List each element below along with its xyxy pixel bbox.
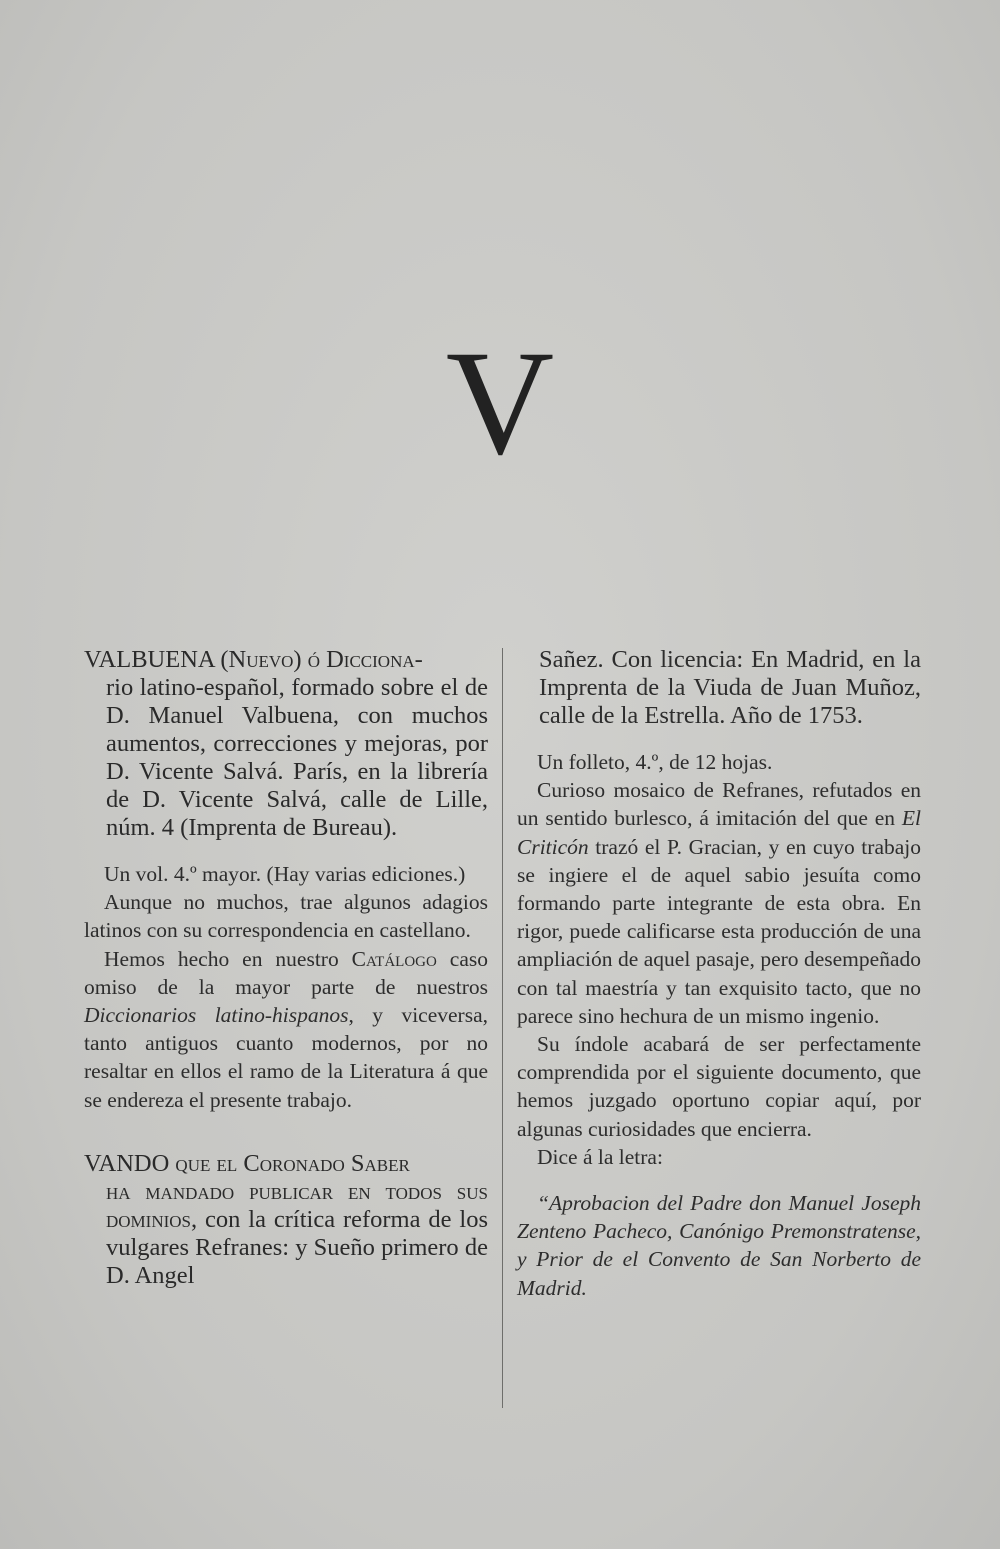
entry-vando-quote: “Aprobacion del Padre don Manuel Joseph Zenteno Pacheco, Canónigo Premonstratense, y Prior de el Convento de San Norberto de Madrid. xyxy=(517,1191,921,1300)
text-run: Curioso mosaico de Refranes, refutados en un sentido burlesco, á imitación del que en xyxy=(517,778,921,831)
entry-vando-heading-first-line: VANDO que el Coronado Saber xyxy=(84,1149,410,1177)
entry-vando-description: Un folleto, 4.º, de 12 hojas. xyxy=(537,750,773,774)
entry-vando-body xyxy=(517,748,921,1302)
entry-valbuena-heading xyxy=(84,646,488,842)
entry-vando-heading-rest xyxy=(84,1178,488,1290)
smallcaps-run: ha mandado publicar en todos sus dominios xyxy=(106,1177,488,1233)
entry-vando-paragraph: Su índole acabará de ser perfectamente comprendida por el siguiente documento, que hemos juzgado oportuno copiar aquí, por algunas curiosidades que encierra. xyxy=(517,1032,921,1141)
entry-vando-paragraph xyxy=(517,776,921,1030)
entry-valbuena-heading-rest: rio latino-español, formado sobre el de D. Manuel Valbuena, con muchos aumentos, correcciones y mejoras, por D. Vicente Salvá. París, en la librería de D. Vicente Salvá, calle de Lille, núm. 4 (Imprenta de Bureau). xyxy=(106,674,488,841)
left-column xyxy=(84,646,488,1290)
entry-spacer xyxy=(84,1114,488,1150)
italic-title: Diccionarios latino-hispanos xyxy=(84,1003,349,1028)
text-run: Hemos hecho en nuestro xyxy=(104,946,352,971)
text-run: trazó el P. Gracian, y en cuyo trabajo se ingiere el de aquel sabio jesuíta como formando parte integrante de esta obra. En rigor, puede calificarse esta producción de una ampliación de aquel pasaje, pero desempeñado con tal maestría y tan exquisito tacto, que no parece sino hechura de un mismo ingenio. xyxy=(517,834,921,1028)
catalogo-smallcaps: Catálogo xyxy=(351,946,437,971)
entry-valbuena-heading-first-line: VALBUENA (Nuevo) ó Dicciona- xyxy=(84,646,423,673)
text-run: caso omiso de la mayor parte de nuestros xyxy=(84,946,488,999)
italic-title: El Criticón xyxy=(517,806,921,859)
right-column xyxy=(517,646,921,1302)
column-divider xyxy=(502,648,503,1408)
entry-vando-paragraph: Dice á la letra: xyxy=(537,1144,663,1169)
entry-vando-heading xyxy=(84,1150,488,1290)
entry-valbuena-body xyxy=(84,860,488,1114)
entry-vando-heading-continued: Sañez. Con licencia: En Madrid, en la Imprenta de la Viuda de Juan Muñoz, calle de la Estrella. Año de 1753. xyxy=(539,646,921,729)
entry-valbuena-description: Un vol. 4.º mayor. (Hay varias ediciones.) xyxy=(104,862,466,886)
section-initial-letter: V xyxy=(445,320,555,486)
text-run: , y viceversa, tanto antiguos cuanto modernos, por no resaltar en ellos el ramo de la Literatura á que se endereza el presente trabajo. xyxy=(84,1003,488,1112)
text-run: , con la crítica reforma de los vulgares Refranes: y Sueño primero de D. Angel xyxy=(106,1205,488,1289)
entry-valbuena-paragraph: Aunque no muchos, trae algunos adagios latinos con su correspondencia en castellano. xyxy=(84,890,488,943)
entry-valbuena-paragraph xyxy=(84,945,488,1114)
